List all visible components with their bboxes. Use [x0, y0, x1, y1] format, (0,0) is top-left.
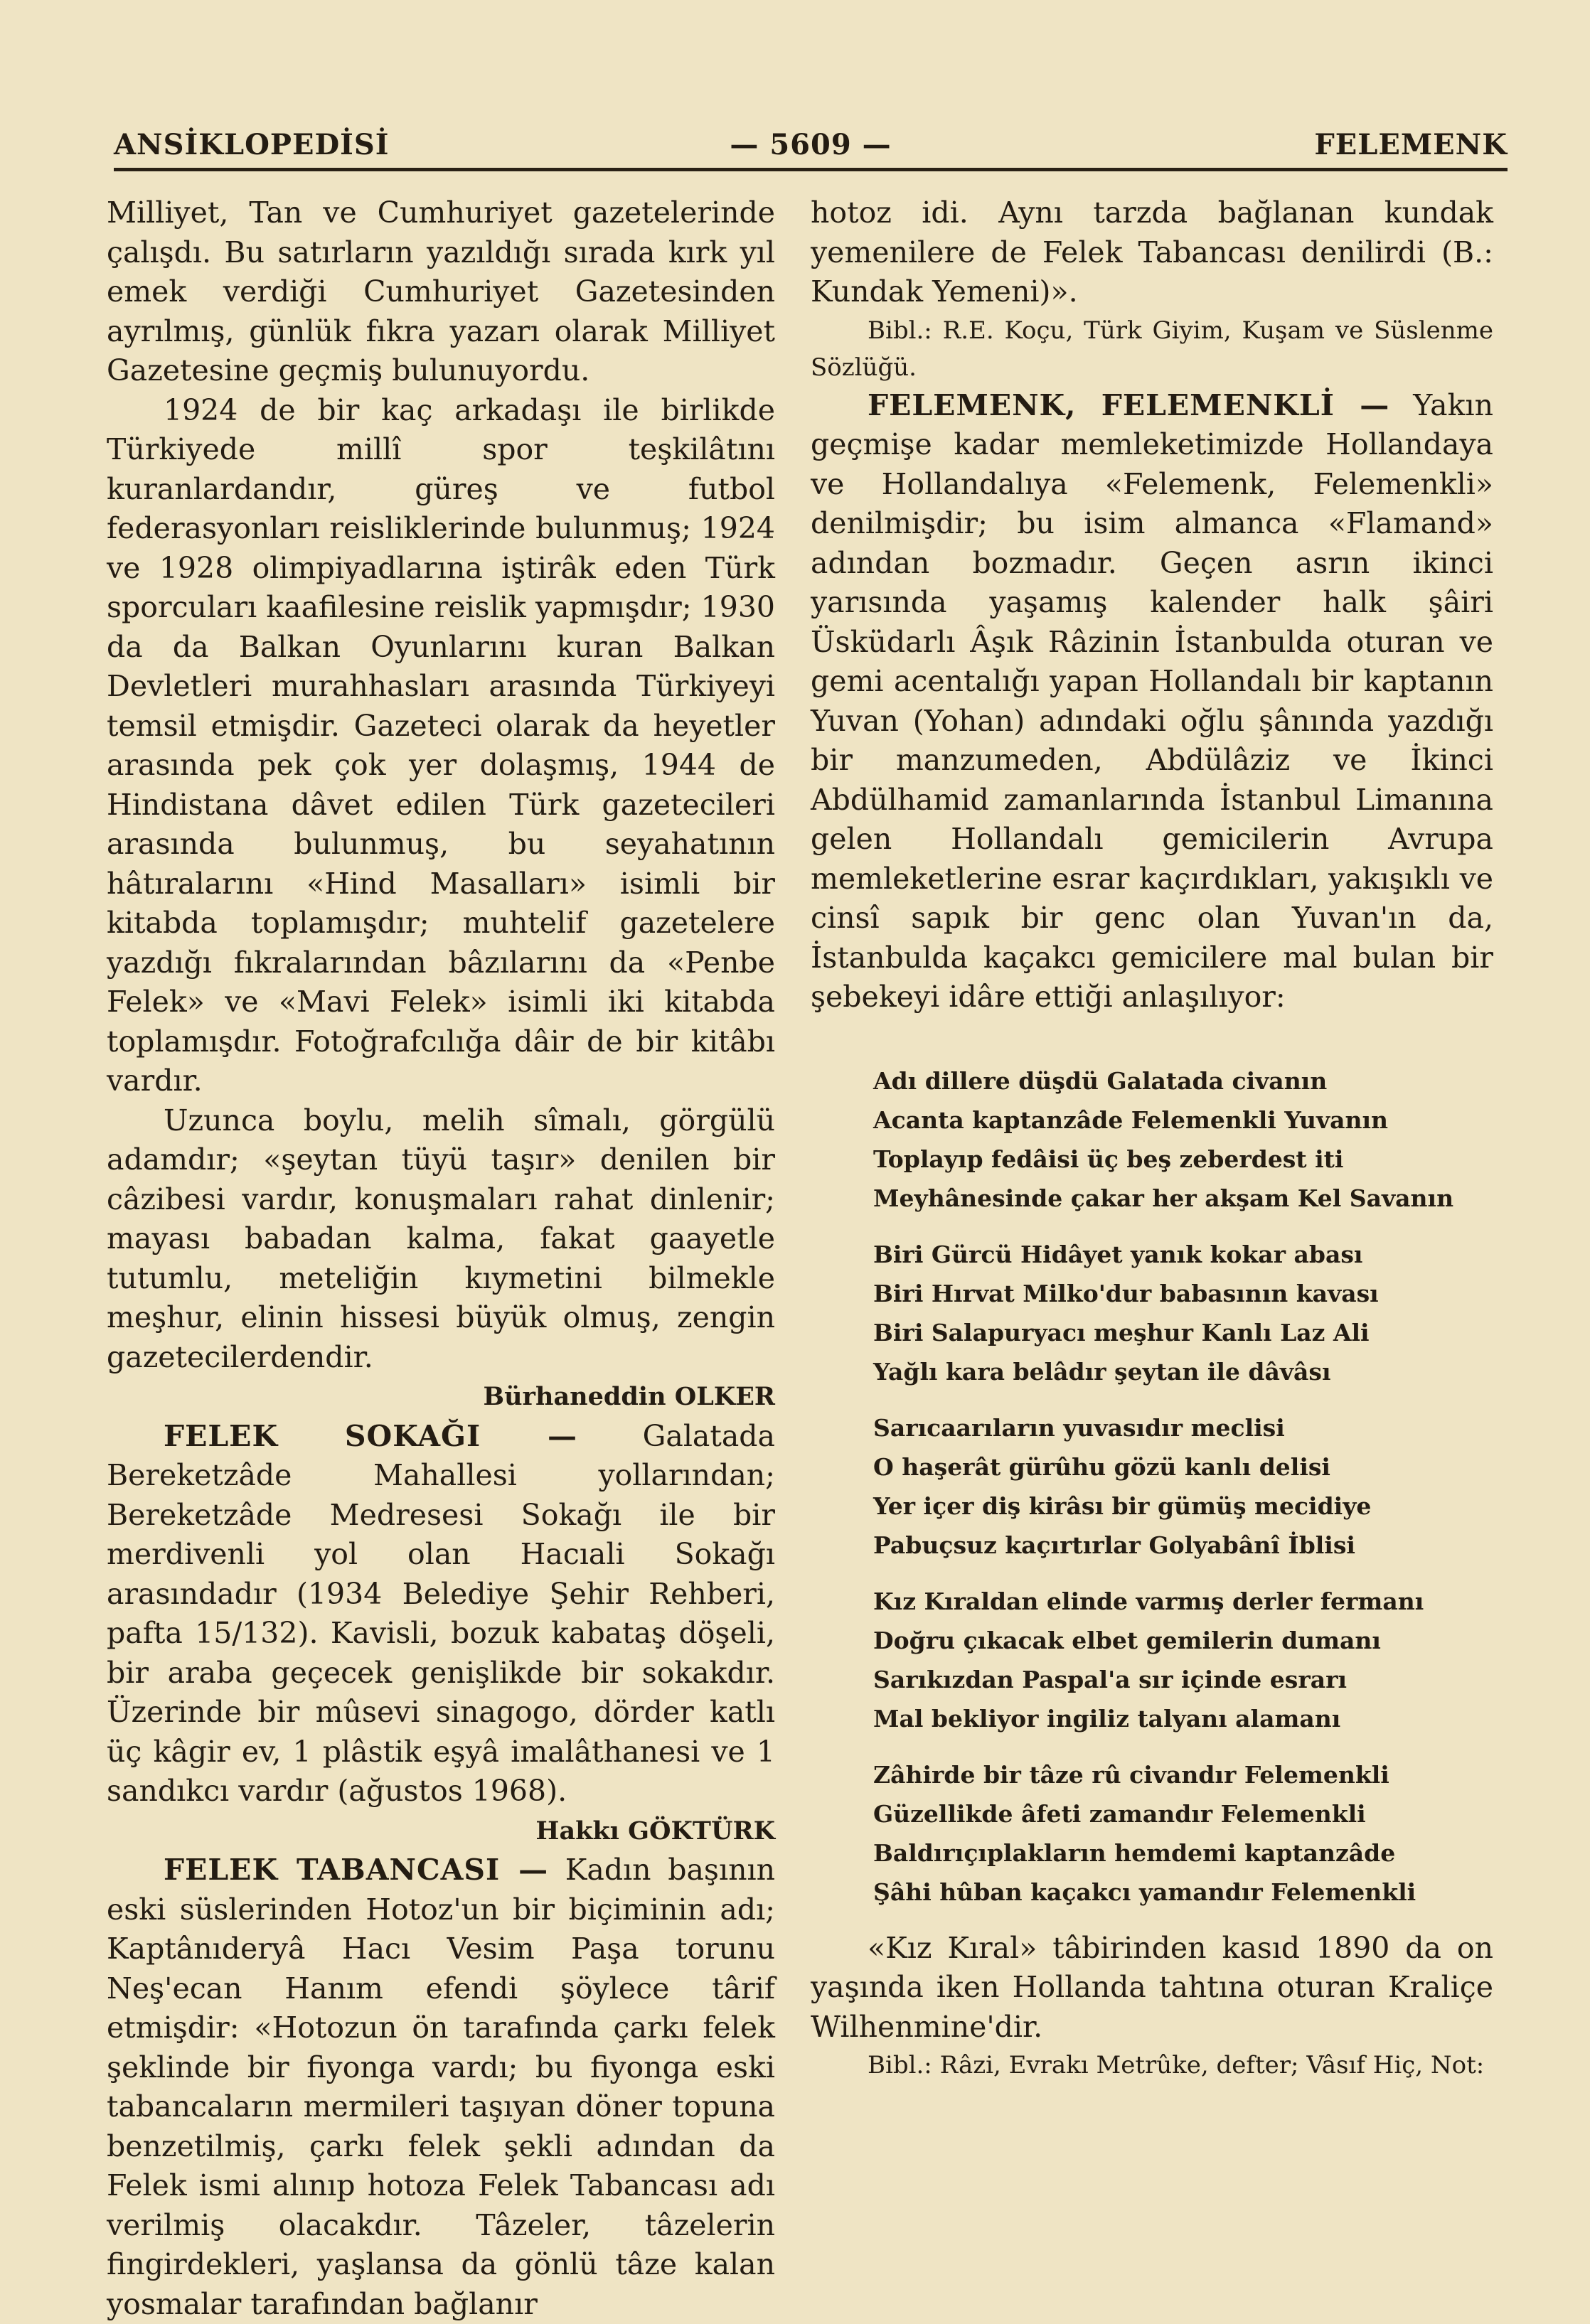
poem-line: Meyhânesinde çakar her akşam Kel Savanın: [873, 1184, 1454, 1212]
entry-felemenk: [811, 386, 1493, 1017]
poem-line: Mal bekliyor ingiliz talyanı alamanı: [873, 1704, 1341, 1733]
poem-line: Sarıcaarıların yuvasıdır meclisi: [873, 1413, 1285, 1442]
bibliography: Bibl.: Râzi, Evrakı Metrûke, defter; Vâsıf Hiç, Not:: [868, 2051, 1485, 2079]
poem-line: Kız Kıraldan elinde varmış derler fermanı: [873, 1587, 1424, 1615]
poem-line: Biri Hırvat Milko'dur babasının kavası: [873, 1279, 1379, 1307]
running-title: ANSİKLOPEDİSİ: [114, 128, 390, 161]
left-column: [107, 193, 775, 2324]
entry-text: Galatada Bereketzâde Mahallesi yollarından; Bereketzâde Medresesi Sokağı ile bir merdivenli yol olan Hacıali Sokağı arasındadır (1934 Belediye Şehir Rehberi, pafta 15/132). Kavisli, bozuk kabataş döşeli, bir araba geçecek genişlikde bir sokakdır. Üzerinde bir mûsevi sinagogo, dörder katlı üç kâgir ev, 1 plâstik eşyâ imalâthanesi ve 1 sandıkcı vardır (ağustos 1968).: [107, 1418, 775, 1808]
poem-line: Güzellikde âfeti zamandır Felemenkli: [873, 1799, 1366, 1828]
bio-paragraph-1: Milliyet, Tan ve Cumhuriyet gazetelerinde çalışdı. Bu satırların yazıldığı sırada kırk yıl emek verdiği Cumhuriyet Gazetesinden ayrılmış, günlük fıkra yazarı olarak Milliyet Gazetesine geçmiş bulunuyordu.: [107, 196, 775, 387]
bibliography: Bibl.: R.E. Koçu, Türk Giyim, Kuşam ve Süslenme Sözlüğü.: [811, 316, 1493, 382]
poem-line: Yağlı kara belâdır şeytan ile dâvâsı: [873, 1357, 1331, 1386]
poem-stanza: [873, 1755, 1493, 1912]
poem-stanza: [873, 1235, 1493, 1391]
page-header: [114, 125, 1508, 171]
poem-line: Sarıkızdan Paspal'a sır içinde esrarı: [873, 1665, 1348, 1693]
entry-felek-tabancasi: [107, 1851, 775, 2324]
poem: [873, 1061, 1493, 1912]
poem-line: Şâhi hûban kaçakcı yamandır Felemenkli: [873, 1878, 1416, 1906]
poem-stanza: [873, 1408, 1493, 1565]
entry-continuation: hotoz idi. Aynı tarzda bağlanan kundak yemenilere de Felek Tabancası denilirdi (B.: Kundak Yemeni)».: [811, 196, 1493, 309]
poem-line: Baldırıçıplakların hemdemi kaptanzâde: [873, 1838, 1396, 1867]
entry-headword: FELEK TABANCASI —: [164, 1853, 549, 1887]
poem-line: Adı dillere düşdü Galatada civanın: [873, 1066, 1328, 1095]
poem-line: Pabuçsuz kaçırtırlar Golyabânî İblisi: [873, 1531, 1355, 1559]
entry-author-signature: Hakkı GÖKTÜRK: [535, 1816, 775, 1846]
entry-text: Kadın başının eski süslerinden Hotoz'un bir biçiminin adı; Kaptânıderyâ Hacı Vesim Paşa torunu Neş'ecan Hanım efendi şöylece târif etmişdir: «Hotozun ön tarafında çarkı felek şeklinde bir fiyonga vardı; bu fiyonga eski tabancaların mermileri taşıyan döner topuna benzetilmiş, çarkı felek şekli adından da Felek ismi alınıp hotoza Felek Tabancası adı verilmiş olacakdır. Tâzeler, tâzelerin fingirdekleri, yaşlansa da gönlü tâze kalan yosmalar tarafından bağlanır: [107, 1853, 775, 2321]
poem-line: Zâhirde bir tâze rû civandır Felemenkli: [873, 1760, 1389, 1789]
poem-line: Doğru çıkacak elbet gemilerin dumanı: [873, 1626, 1381, 1654]
entry-felek-sokagi: [107, 1417, 775, 1811]
running-headword: FELEMENK: [1314, 128, 1508, 161]
entry-headword: FELEMENK, FELEMENKLİ —: [868, 387, 1390, 422]
poem-line: Toplayıp fedâisi üç beş zeberdest iti: [873, 1145, 1344, 1173]
poem-line: Yer içer diş kirâsı bir gümüş mecidiye: [873, 1492, 1372, 1520]
bio-author-signature: Bürhaneddin OLKER: [483, 1382, 775, 1411]
poem-line: Acanta kaptanzâde Felemenkli Yuvanın: [873, 1105, 1389, 1134]
poem-line: Biri Salapuryacı meşhur Kanlı Laz Ali: [873, 1318, 1370, 1346]
right-column: [811, 193, 1493, 2084]
poem-line: Biri Gürcü Hidâyet yanık kokar abası: [873, 1240, 1363, 1268]
poem-line: O haşerât gürûhu gözü kanlı delisi: [873, 1452, 1330, 1481]
bio-paragraph-3: Uzunca boylu, melih sîmalı, görgülü adamdır; «şeytan tüyü taşır» denilen bir câzibesi vardır, konuşmaları rahat dinlenir; mayası babadan kalma, fakat gaayetle tutumlu, meteliğin kıymetini bilmekle meşhur, elinin hissesi büyük olmuş, zengin gazetecilerdendir.: [107, 1103, 775, 1374]
poem-stanza: [873, 1582, 1493, 1738]
entry-headword: FELEK SOKAĞI —: [164, 1418, 578, 1453]
bio-paragraph-2: 1924 de bir kaç arkadaşı ile birlikde Türkiyede millî spor teşkilâtını kuranlardandır, güreş ve futbol federasyonları reisliklerinde bulunmuş; 1924 ve 1928 olimpiyadlarına iştirâk eden Türk sporcuları kaafilesine reislik yapmışdır; 1930 da da Balkan Oyunlarını kuran Balkan Devletleri murahhasları arasında Türkiyeyi temsil etmişdir. Gazeteci olarak da heyetler arasında pek çok yer dolaşmış, 1944 de Hindistana dâvet edilen Türk gazetecileri arasında bulunmuş, bu seyahatının hâtıralarını «Hind Masalları» isimli bir kitabda toplamışdır; muhtelif gazetelere yazdığı fıkralarından bâzılarını da «Penbe Felek» ve «Mavi Felek» isimli iki kitabda toplamışdır. Fotoğrafcılığa dâir de bir kitâbı vardır.: [107, 392, 775, 1098]
kiz-kiral-note: «Kız Kıral» tâbirinden kasıd 1890 da on yaşında iken Hollanda tahtına oturan Kraliçe Wilhenmine'dir.: [811, 1930, 1493, 2044]
page-number: — 5609 —: [730, 128, 892, 161]
poem-stanza: [873, 1061, 1493, 1218]
entry-text: Yakın geçmişe kadar memleketimizde Hollandaya ve Hollandalıya «Felemenk, Felemenkli» denilmişdir; bu isim almanca «Flamand» adından bozmadır. Geçen asrın ikinci yarısında yaşamış kalender halk şâiri Üsküdarlı Âşık Râzinin İstanbulda oturan ve gemi acentalığı yapan Hollandalı bir kaptanın Yuvan (Yohan) adındaki oğlu şânında yazdığı bir manzumeden, Abdülâziz ve İkinci Abdülhamid zamanlarında İstanbul Limanına gelen Hollandalı gemicilerin Avrupa memleketlerine esrar kaçırdıkları, yakışıklı ve cinsî sapık bir genc olan Yuvan'ın da, İstanbulda kaçakcı gemicilere mal bulan bir şebekeyi idâre ettiği anlaşılıyor:: [811, 387, 1493, 1014]
